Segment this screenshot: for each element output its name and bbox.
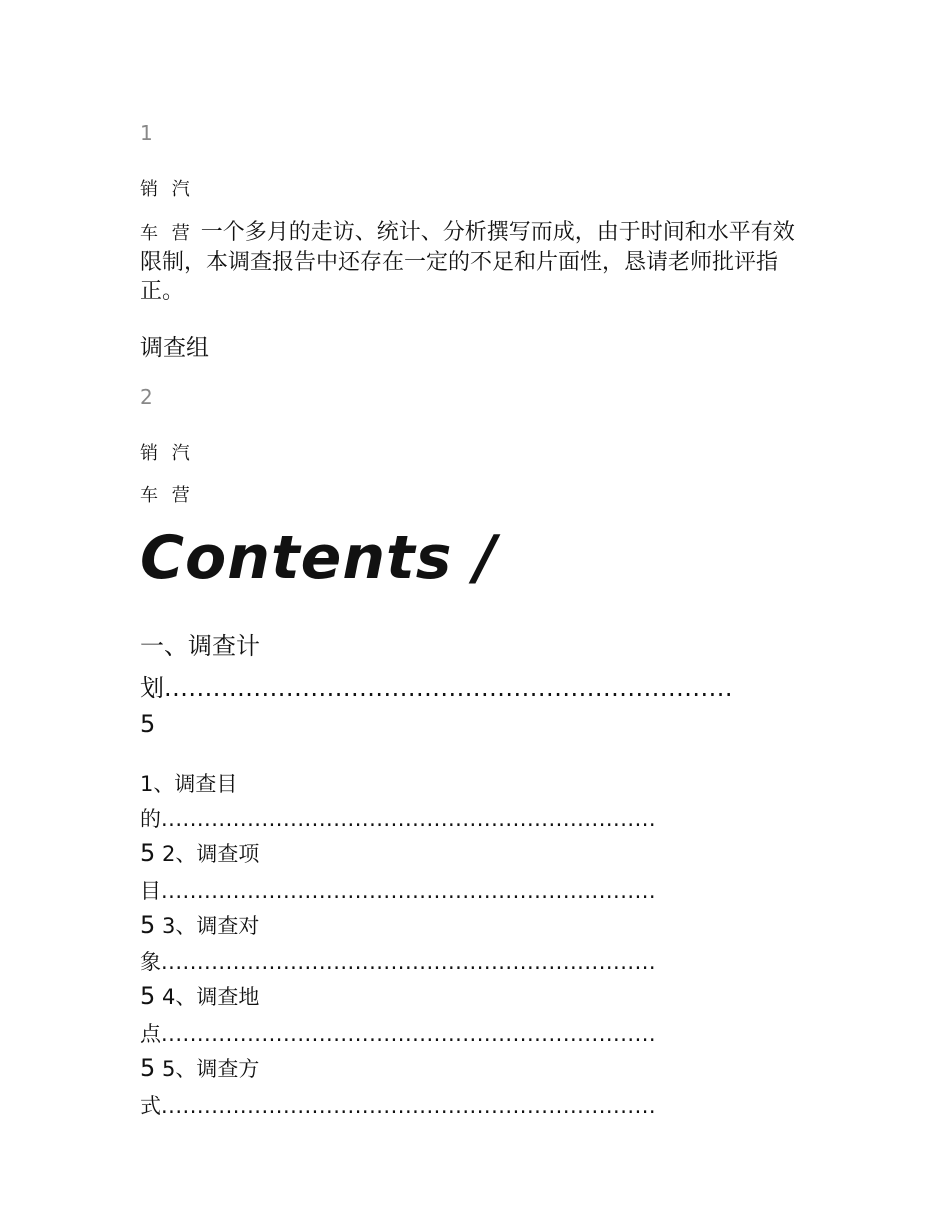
- intro-text: 一个多月的走访、统计、分析撰写而成，由于时间和水平有效限制，本调查报告中还存在一定的不足和片面性，恳请老师批评指正。: [140, 220, 795, 304]
- header-label-inline: 车 营: [140, 223, 194, 244]
- toc-item-2-end: 目: [140, 879, 161, 903]
- toc-item-3-end: 象: [140, 950, 161, 974]
- toc-item-2-page: 5: [140, 911, 156, 939]
- header-label-top-2: 销 汽: [140, 443, 194, 464]
- toc-item-5-leader: .....................................................................: [161, 1094, 657, 1118]
- toc-item-3-leader: .....................................................................: [161, 950, 657, 974]
- toc-item-3-row[interactable]: [140, 910, 259, 940]
- toc-main-leader: ......................................................................: [164, 674, 734, 702]
- toc-item-1-end: 的: [140, 807, 161, 831]
- toc-main-page: 5: [140, 710, 156, 738]
- toc-item-2-line[interactable]: [140, 875, 656, 905]
- toc-item-3-page: 5: [140, 982, 156, 1010]
- intro-paragraph: [140, 218, 810, 306]
- page-number-2: 2: [140, 385, 153, 409]
- header-label-top: 销 汽: [140, 179, 194, 200]
- toc-item-4-page: 5: [140, 1054, 156, 1082]
- toc-main-line[interactable]: [140, 668, 733, 703]
- toc-item-3-first: 3、调查对: [161, 914, 260, 938]
- toc-item-4-line[interactable]: [140, 1018, 656, 1048]
- toc-item-4-row[interactable]: [140, 981, 259, 1011]
- toc-main-title: 一、调查计: [140, 632, 260, 660]
- toc-item-1-page: 5: [140, 839, 156, 867]
- toc-item-4-end: 点: [140, 1022, 161, 1046]
- page-number-1: 1: [140, 121, 153, 145]
- toc-item-1-leader: .....................................................................: [161, 807, 657, 831]
- header-label-bottom-2: 车 营: [140, 485, 194, 506]
- toc-item-3-line[interactable]: [140, 946, 656, 976]
- toc-item-5-row[interactable]: [140, 1053, 259, 1083]
- toc-item-5-end: 式: [140, 1094, 161, 1118]
- toc-item-5-line[interactable]: [140, 1090, 656, 1120]
- toc-item-4-first: 4、调查地: [161, 985, 260, 1009]
- toc-item-1-first: 1、调查目: [140, 772, 238, 796]
- toc-item-4-leader: .....................................................................: [161, 1022, 657, 1046]
- toc-item-1-line[interactable]: [140, 803, 656, 833]
- toc-item-2-leader: .....................................................................: [161, 879, 657, 903]
- contents-title: Contents /: [140, 523, 498, 593]
- toc-item-2-row[interactable]: [140, 838, 259, 868]
- toc-main-title-end: 划: [140, 674, 164, 702]
- toc-item-5-first: 5、调查方: [161, 1057, 260, 1081]
- toc-item-2-first: 2、调查项: [161, 842, 260, 866]
- signature-text: 调查组: [140, 335, 209, 361]
